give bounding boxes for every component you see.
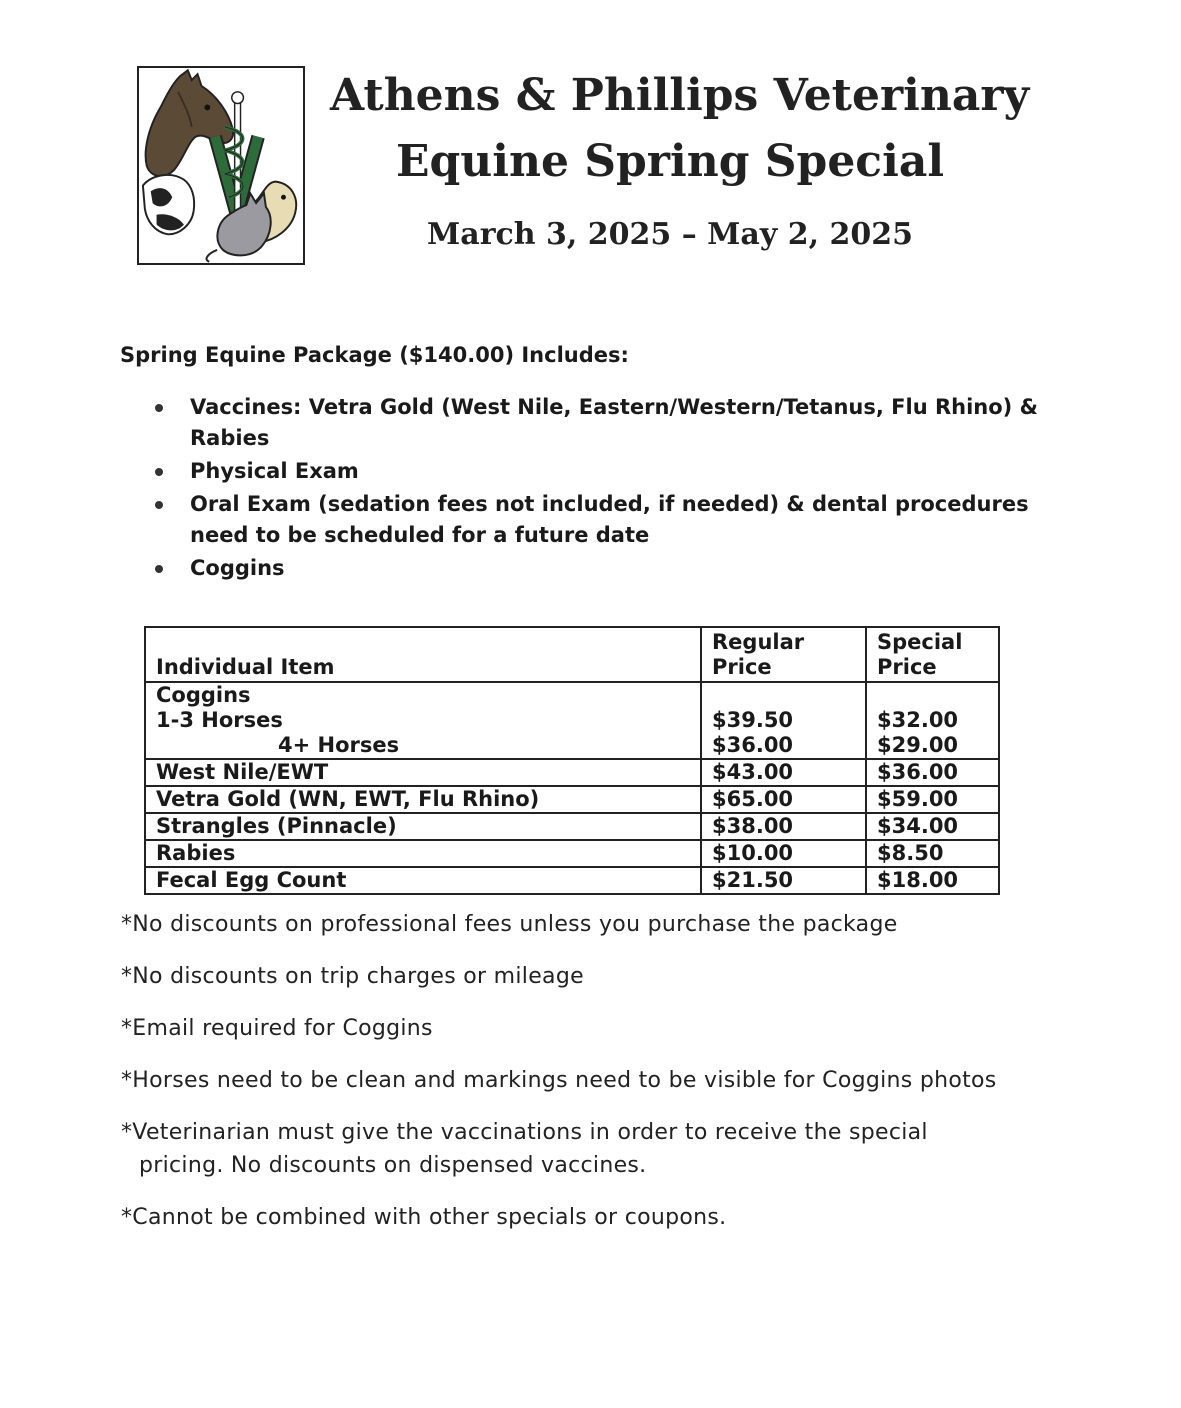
list-item-text: Physical Exam (190, 459, 359, 483)
regular-price-cell: $38.00 (701, 813, 866, 840)
coggins-item-cell (145, 682, 701, 759)
package-heading: Spring Equine Package ($140.00) Includes: (120, 343, 629, 367)
item-cell: Vetra Gold (WN, EWT, Flu Rhino) (145, 786, 701, 813)
item-cell: Fecal Egg Count (145, 867, 701, 894)
bullet-icon (155, 468, 163, 476)
list-item-text: Oral Exam (sedation fees not included, if needed) & dental procedures (190, 492, 1029, 516)
table-row (145, 682, 999, 759)
table-row (145, 786, 999, 813)
note-item: *Email required for Coggins (121, 1016, 433, 1041)
list-item-text: Coggins (190, 556, 285, 580)
special-price-cell: $8.50 (866, 840, 999, 867)
note-item: *Cannot be combined with other specials or coupons. (121, 1205, 727, 1230)
price-table (144, 626, 1000, 895)
list-item-text: Vaccines: Vetra Gold (West Nile, Eastern/Western/Tetanus, Flu Rhino) & (190, 395, 1038, 419)
special-price-cell: $59.00 (866, 786, 999, 813)
item-cell: West Nile/EWT (145, 759, 701, 786)
list-item (150, 553, 1040, 584)
list-item-text-cont: need to be scheduled for a future date (190, 523, 650, 547)
veterinary-animals-logo-icon (139, 68, 303, 263)
table-row (145, 813, 999, 840)
list-item-text-cont: Rabies (190, 426, 270, 450)
table-row (145, 759, 999, 786)
regular-price-cell: $65.00 (701, 786, 866, 813)
promotion-date-range: March 3, 2025 – May 2, 2025 (427, 217, 913, 252)
list-item (150, 489, 1040, 551)
header-special-price: Special Price (866, 627, 999, 682)
note-item: *Veterinarian must give the vaccinations in order to receive the special pricing. No discounts on dispensed vaccines. (121, 1120, 928, 1178)
note-item: *No discounts on professional fees unless you purchase the package (121, 912, 898, 937)
bullet-icon (155, 565, 163, 573)
table-row (145, 867, 999, 894)
regular-price-cell: $21.50 (701, 867, 866, 894)
coggins-label: Coggins (156, 683, 251, 707)
coggins-special-cell: $32.00 $29.00 (866, 682, 999, 759)
coggins-tier2: 4+ Horses (278, 733, 400, 757)
bullet-icon (155, 404, 163, 412)
note-item: *No discounts on trip charges or mileage (121, 964, 584, 989)
table-header-row (145, 627, 999, 682)
regular-price-cell: $43.00 (701, 759, 866, 786)
table-row (145, 840, 999, 867)
list-item (150, 392, 1040, 454)
special-price-cell: $36.00 (866, 759, 999, 786)
header-individual-item: Individual Item (145, 627, 701, 682)
package-items-list (150, 392, 1040, 586)
bullet-icon (155, 501, 163, 509)
list-item (150, 456, 1040, 487)
header-regular-price: Regular Price (701, 627, 866, 682)
coggins-tier1: 1-3 Horses (156, 708, 283, 732)
page-title-line1: Athens & Phillips Veterinary (330, 70, 1030, 121)
clinic-logo (137, 66, 305, 265)
special-price-cell: $18.00 (866, 867, 999, 894)
item-cell: Rabies (145, 840, 701, 867)
coggins-regular-cell: $39.50 $36.00 (701, 682, 866, 759)
regular-price-cell: $10.00 (701, 840, 866, 867)
special-price-cell: $34.00 (866, 813, 999, 840)
note-item: *Horses need to be clean and markings need to be visible for Coggins photos (121, 1068, 997, 1093)
page-title-line2: Equine Spring Special (395, 136, 945, 187)
item-cell: Strangles (Pinnacle) (145, 813, 701, 840)
terms-notes-list (121, 908, 1051, 1253)
